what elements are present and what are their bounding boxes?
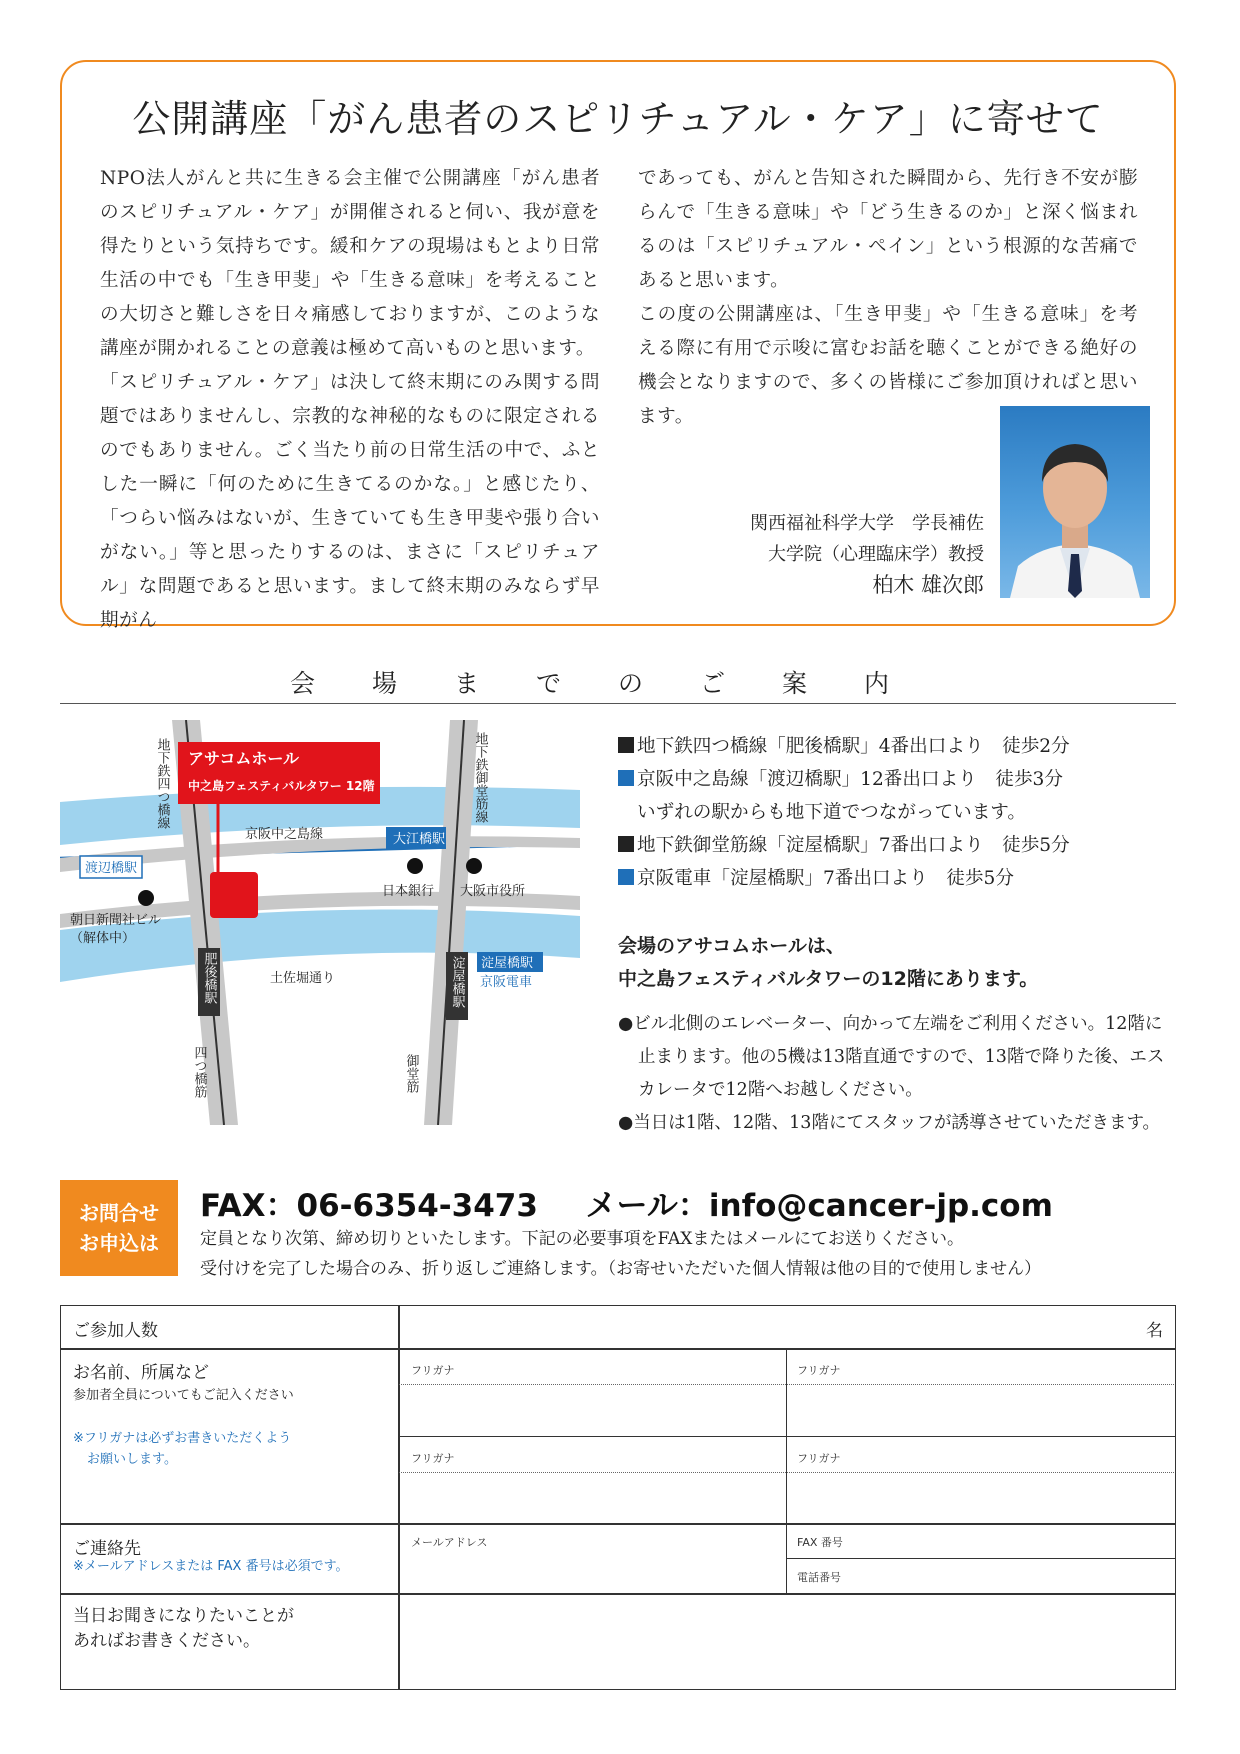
fax-field[interactable] xyxy=(861,1526,1171,1556)
email-label: メールアドレス xyxy=(411,1536,488,1549)
route-note: いずれの駅からも地下道でつながっています。 xyxy=(637,802,1026,823)
map-label-nihon-ginko: 日本銀行 xyxy=(382,884,435,899)
message-paragraph: 「スピリチュアル・ケア」は決して終末期にのみ関する問題ではありませんし、宗教的な神秘的なものに限定されるのでもありません。ごく当たり前の日常生活の中で、ふとした一瞬に「何のために生きてるのかな。」と感じたり、「つらい悩みはないが、生きていても生き甲斐や張り合いがない。」等と思ったりするのは、まさに「スピリチュアル」な問題であると思います。まして終末期のみならず早期がん xyxy=(100,372,600,631)
participants-unit: 名 xyxy=(1146,1321,1163,1341)
email-address[interactable]: メール：info@cancer-jp.com xyxy=(585,1188,1053,1224)
map-label-shiyakusho: 大阪市役所 xyxy=(460,884,526,899)
venue-marker xyxy=(210,872,258,918)
message-paragraph: NPO法人がんと共に生きる会主催で公開講座「がん患者のスピリチュアル・ケア」が開催されると伺い、我が意を得たりという気持ちです。緩和ケアの現場はもとより日常生活の中でも「生き甲斐」や「生きる意味」を考えることの大切さと難しさを日々痛感しておりますが、このような講座が開かれることの意義は極めて高いものと思います。 xyxy=(100,168,600,359)
divider xyxy=(60,703,1176,704)
contact-info xyxy=(200,1180,1053,1225)
question-field[interactable] xyxy=(401,1596,1173,1686)
map-label-yotsubashi-line: 地下鉄四つ橋線 xyxy=(154,738,170,829)
fax-label: FAX 番号 xyxy=(797,1536,843,1549)
map-label-asahi: 朝日新聞社ビル xyxy=(70,913,162,928)
contact-badge: お問合せ お申込は xyxy=(60,1180,178,1276)
furigana-label: フリガナ xyxy=(797,1452,841,1465)
author-affiliation: 関西福祉科学大学 学長補佐 xyxy=(750,513,984,534)
venue-note: 会場のアサコムホールは、 中之島フェスティバルタワーの12階にあります。 xyxy=(618,935,1039,990)
author-photo xyxy=(1000,406,1150,598)
contact-label: ご連絡先 xyxy=(73,1539,141,1559)
message-right-column xyxy=(638,162,1138,434)
map-label-yodoyabashi-keihan: 淀屋橋駅 xyxy=(481,956,534,971)
name-field[interactable] xyxy=(789,1386,1173,1434)
access-title: 会場までのご案内 xyxy=(289,669,946,698)
name-sublabel: 参加者全員についてもご記入ください xyxy=(73,1388,294,1403)
name-field[interactable] xyxy=(401,1474,785,1522)
map-label-midosuji-line: 地下鉄御堂筋線 xyxy=(472,732,488,823)
venue-guidance xyxy=(618,1008,1178,1140)
map-label-oebashi: 大江橋駅 xyxy=(393,832,446,847)
fax-number: FAX：06-6354-3473 xyxy=(200,1188,538,1224)
map-label-midosuji: 御堂筋 xyxy=(403,1054,419,1093)
furigana-label: フリガナ xyxy=(797,1364,841,1377)
application-form xyxy=(60,1305,1176,1690)
route-item: 京阪中之島線「渡辺橋駅」12番出口より 徒歩3分 xyxy=(618,763,1070,796)
name-field[interactable] xyxy=(401,1386,785,1434)
guidance-item: ●当日は1階、12階、13階にてスタッフが誘導させていただきます。 xyxy=(618,1113,1161,1133)
message-left-column xyxy=(100,162,600,638)
route-item: 京阪電車「淀屋橋駅」7番出口より 徒歩5分 xyxy=(618,862,1070,895)
participants-label: ご参加人数 xyxy=(73,1321,158,1341)
message-box xyxy=(60,60,1176,631)
furigana-note: ※フリガナは必ずお書きいただくよう お願いします。 xyxy=(73,1431,292,1467)
route-item: 地下鉄四つ橋線「肥後橋駅」4番出口より 徒歩2分 xyxy=(618,730,1070,763)
route-item: 地下鉄御堂筋線「淀屋橋駅」7番出口より 徒歩5分 xyxy=(618,829,1070,862)
furigana-label: フリガナ xyxy=(411,1452,455,1465)
author-block xyxy=(750,508,984,601)
venue-sub: 中之島フェスティバルタワー 12階 xyxy=(188,779,375,793)
venue-name: アサコムホール xyxy=(188,749,300,768)
map-label-yotsubashi-suji: 四つ橋筋 xyxy=(191,1046,207,1098)
name-field[interactable] xyxy=(789,1474,1173,1522)
map-label-keihan-line: 京阪中之島線 xyxy=(245,827,324,842)
contact-note: 定員となり次第、締め切りといたします。下記の必要事項をFAXまたはメールにてお送りください。 受付けを完了した場合のみ、折り返しご連絡します。（お寄せいただいた個人情報は他の目的で使用しません） xyxy=(200,1229,1042,1279)
contact-required-note: ※メールアドレスまたは FAX 番号は必須です。 xyxy=(73,1559,349,1574)
author-title: 大学院（心理臨床学）教授 xyxy=(768,544,984,565)
map-label-asahi-note: （解体中） xyxy=(70,931,136,946)
message-title: 公開講座「がん患者のスピリチュアル・ケア」に寄せて xyxy=(132,97,1104,141)
map-label-yodoyabashi: 淀屋橋駅 xyxy=(449,956,465,1008)
message-paragraph: であっても、がんと告知された瞬間から、先行き不安が膨らんで「生きる意味」や「どう生きるのか」と深く悩まれるのは「スピリチュアル・ペイン」という根源的な苦痛であると思います。 xyxy=(638,168,1138,291)
furigana-label: フリガナ xyxy=(411,1364,455,1377)
map-label-higobashi: 肥後橋駅 xyxy=(201,952,217,1004)
map-label-watanabebashi: 渡辺橋駅 xyxy=(85,861,138,876)
map-label-keihan-dentetsu: 京阪電車 xyxy=(480,975,533,990)
guidance-item: ●ビル北側のエレベーター、向かって左端をご利用ください。12階に止まります。他の5機は13階直通ですので、13階で降りた後、エスカレータで12階へお越しください。 xyxy=(618,1014,1165,1100)
email-field[interactable] xyxy=(401,1550,785,1592)
name-label: お名前、所属など xyxy=(73,1363,209,1383)
message-paragraph: この度の公開講座は、「生き甲斐」や「生きる意味」を考える際に有用で示唆に富むお話を聴くことができる絶好の機会となりますので、多くの皆様にご参加頂ければと思います。 xyxy=(638,304,1138,427)
author-name: 柏木 雄次郎 xyxy=(872,573,984,597)
route-list xyxy=(618,730,1070,895)
participants-field[interactable] xyxy=(401,1308,1131,1346)
question-label: 当日お聞きになりたいことが あればお書きください。 xyxy=(73,1606,294,1651)
access-map xyxy=(60,720,580,1125)
phone-field[interactable] xyxy=(861,1561,1171,1591)
map-label-tosabori: 土佐堀通り xyxy=(270,971,336,986)
phone-label: 電話番号 xyxy=(797,1571,841,1584)
